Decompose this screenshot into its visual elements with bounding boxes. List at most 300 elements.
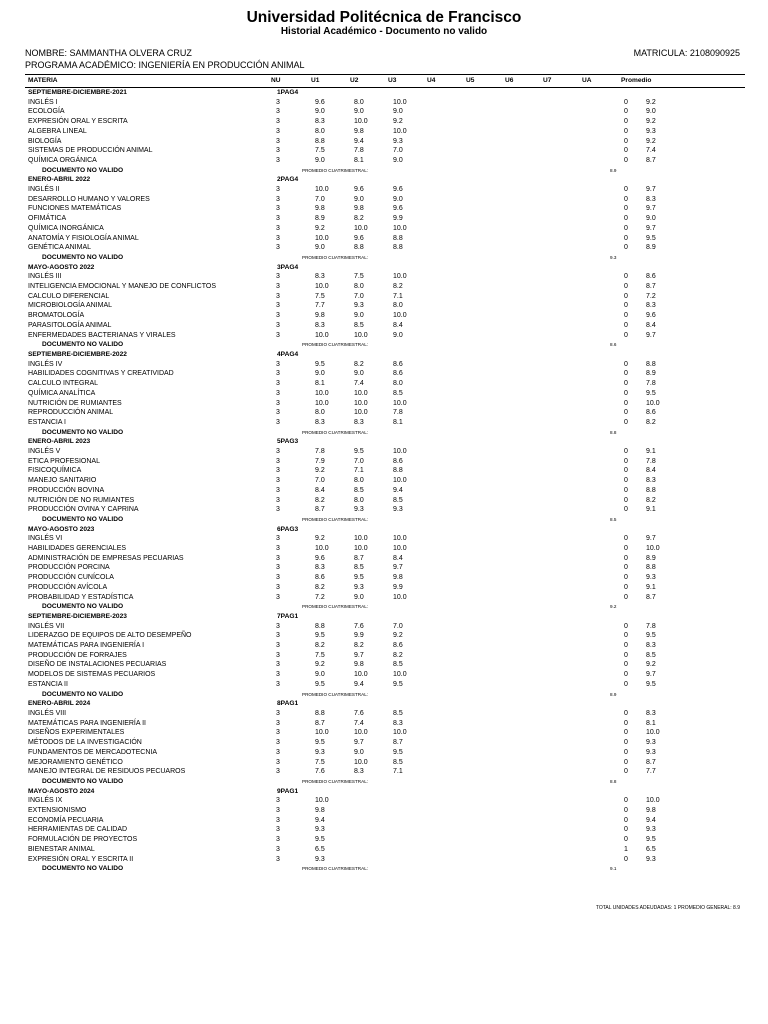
grade-u3: 9.5	[393, 680, 403, 688]
unidades-adeudadas: 0	[624, 302, 628, 310]
documento-no-valido-label: DOCUMENTO NO VALIDO	[42, 865, 124, 873]
grade-u3: 8.2	[393, 651, 403, 659]
subject-promedio: 9.0	[646, 108, 656, 116]
unidades-adeudadas: 0	[624, 360, 628, 368]
page-title: Universidad Politécnica de Francisco	[246, 9, 522, 26]
grade-u3: 8.8	[393, 234, 403, 242]
grade-u1: 6.5	[315, 845, 325, 853]
subject-nu: 3	[276, 739, 280, 747]
grade-u2: 8.5	[354, 321, 364, 329]
subject-nu: 3	[276, 719, 280, 727]
subject-nu: 3	[276, 118, 280, 126]
subject-name: FORMULACIÓN DE PROYECTOS	[28, 836, 138, 844]
subject-row	[25, 845, 745, 855]
term-name: SEPTIEMBRE-DICIEMBRE-2021	[28, 89, 127, 96]
subject-promedio: 8.9	[646, 370, 656, 378]
grade-u1: 9.2	[315, 661, 325, 669]
grade-u1: 9.0	[315, 671, 325, 679]
unidades-adeudadas: 0	[624, 283, 628, 291]
subject-row	[25, 311, 745, 321]
subject-nu: 3	[276, 292, 280, 300]
grade-u1: 10.0	[315, 186, 329, 194]
subject-promedio: 7.4	[646, 147, 656, 155]
subject-row	[25, 593, 745, 603]
subject-nu: 3	[276, 186, 280, 194]
student-matricula: MATRICULA: 2108090925	[633, 48, 740, 58]
term-name: MAYO-AGOSTO 2024	[28, 787, 95, 795]
unidades-adeudadas: 0	[624, 215, 628, 223]
unidades-adeudadas: 0	[624, 224, 628, 232]
grade-u2: 9.6	[354, 234, 364, 242]
subject-nu: 3	[276, 370, 280, 378]
subject-name: MATEMÁTICAS PARA INGENIERÍA II	[28, 719, 146, 727]
grade-u1: 8.8	[315, 622, 325, 630]
grade-u1: 8.2	[315, 583, 325, 591]
subject-row	[25, 486, 745, 496]
unidades-adeudadas: 0	[624, 729, 628, 737]
grade-u3: 10.0	[393, 448, 407, 456]
col-u3: U3	[388, 77, 397, 84]
col-nu: NU	[271, 77, 281, 84]
grade-u3: 10.0	[393, 273, 407, 281]
grade-u2: 9.9	[354, 632, 364, 640]
subject-promedio: 8.2	[646, 418, 656, 426]
subject-nu: 3	[276, 845, 280, 853]
subject-row	[25, 583, 745, 593]
grade-u1: 10.0	[315, 234, 329, 242]
grade-u1: 7.9	[315, 457, 325, 465]
term-header	[25, 350, 745, 360]
subject-name: FISICOQUÍMICA	[28, 467, 82, 475]
grade-u2: 9.3	[354, 506, 364, 514]
unidades-adeudadas: 0	[624, 486, 628, 494]
subject-nu: 3	[276, 661, 280, 669]
subject-row	[25, 389, 745, 399]
grade-u1: 8.3	[315, 273, 325, 281]
subject-nu: 3	[276, 554, 280, 562]
subject-promedio: 8.4	[646, 321, 656, 329]
subject-row	[25, 224, 745, 234]
unidades-adeudadas: 0	[624, 389, 628, 397]
subject-promedio: 10.0	[646, 545, 660, 553]
subject-nu: 3	[276, 302, 280, 310]
subject-name: ESTANCIA II	[28, 680, 68, 688]
subject-promedio: 8.3	[646, 195, 656, 203]
subject-nu: 3	[276, 156, 280, 164]
subject-name: PROBABILIDAD Y ESTADÍSTICA	[28, 593, 134, 601]
subject-name: REPRODUCCIÓN ANIMAL	[28, 409, 114, 417]
subject-promedio: 8.5	[646, 651, 656, 659]
subject-name: LIDERAZGO DE EQUIPOS DE ALTO DESEMPEÑO	[28, 632, 192, 640]
grade-u2: 7.6	[354, 710, 364, 717]
subject-row	[25, 660, 745, 670]
subject-row	[25, 835, 745, 845]
subject-promedio: 8.3	[646, 302, 656, 310]
grade-u2: 8.5	[354, 564, 364, 572]
unidades-adeudadas: 0	[624, 816, 628, 824]
grade-u1: 9.0	[315, 156, 325, 164]
subject-row	[25, 709, 745, 719]
grade-u3: 9.7	[393, 564, 403, 572]
promedio-cuatrimestral-label: PROMEDIO CUATRIMESTRAL:	[302, 254, 369, 260]
grade-u1: 8.4	[315, 486, 325, 494]
subject-nu: 3	[276, 331, 280, 339]
term-cuatrimestre: 5PAG3	[277, 438, 299, 446]
subject-promedio: 8.6	[646, 273, 656, 281]
grade-u3: 8.4	[393, 321, 403, 329]
term-name: SEPTIEMBRE-DICIEMBRE-2023	[28, 612, 127, 620]
subject-nu: 3	[276, 418, 280, 426]
subject-name: FUNDAMENTOS DE MERCADOTECNIA	[28, 748, 157, 756]
unidades-adeudadas: 0	[624, 807, 628, 815]
grade-u3: 10.0	[393, 224, 407, 232]
term-footer	[25, 602, 745, 612]
grade-u2: 8.8	[354, 244, 364, 252]
grade-u2: 9.8	[354, 661, 364, 669]
subject-promedio: 9.4	[646, 816, 656, 824]
term-footer	[25, 428, 745, 438]
subject-name: QUÍMICA ORGÁNICA	[28, 156, 97, 164]
unidades-adeudadas: 0	[624, 380, 628, 388]
grade-u2: 9.0	[354, 108, 364, 116]
grade-u2: 7.4	[354, 380, 364, 388]
grade-u2: 9.7	[354, 739, 364, 747]
subject-name: ECONOMÍA PECUARIA	[28, 816, 104, 824]
grade-u3: 7.0	[393, 147, 403, 155]
unidades-adeudadas: 0	[624, 632, 628, 640]
subject-promedio: 9.2	[646, 137, 656, 145]
subject-nu: 3	[276, 729, 280, 737]
subject-row	[25, 292, 745, 302]
grade-u1: 9.2	[315, 535, 325, 543]
subject-name: GENÉTICA ANIMAL	[28, 244, 92, 252]
subject-name: MANEJO SANITARIO	[28, 477, 97, 485]
unidades-adeudadas: 0	[624, 671, 628, 679]
subject-row	[25, 825, 745, 835]
grade-u3: 8.0	[393, 380, 403, 388]
grade-u1: 9.6	[315, 554, 325, 562]
term-name: ENERO-ABRIL 2023	[28, 438, 91, 446]
unidades-adeudadas: 0	[624, 399, 628, 407]
subject-nu: 3	[276, 409, 280, 417]
grade-u1: 9.5	[315, 680, 325, 688]
subject-name: MICROBIOLOGÍA ANIMAL	[28, 302, 113, 310]
grade-u1: 9.5	[315, 739, 325, 747]
subject-name: PARASITOLOGÍA ANIMAL	[28, 321, 112, 329]
grade-u3: 10.0	[393, 98, 407, 106]
grade-u1: 8.3	[315, 418, 325, 426]
grade-u2: 7.8	[354, 147, 364, 155]
unidades-adeudadas: 0	[624, 554, 628, 562]
grade-u2: 9.0	[354, 748, 364, 756]
promedio-cuatrimestral-value: 8.6	[610, 342, 617, 348]
grade-u1: 9.8	[315, 312, 325, 320]
subject-nu: 3	[276, 710, 280, 717]
grade-u1: 9.5	[315, 632, 325, 640]
term-header	[25, 525, 745, 535]
subject-nu: 3	[276, 399, 280, 407]
unidades-adeudadas: 0	[624, 127, 628, 135]
promedio-cuatrimestral-value: 8.8	[610, 429, 617, 435]
subject-row	[25, 369, 745, 379]
transcript-body	[25, 88, 745, 874]
term-header	[25, 263, 745, 273]
col-u5: U5	[466, 77, 475, 84]
subject-row	[25, 214, 745, 224]
subject-promedio: 9.7	[646, 186, 656, 194]
unidades-adeudadas: 0	[624, 477, 628, 485]
grade-u2: 10.0	[354, 224, 368, 232]
unidades-adeudadas: 0	[624, 710, 628, 717]
grade-u3: 9.9	[393, 215, 403, 223]
promedio-cuatrimestral-value: 9.3	[610, 254, 617, 260]
grade-u2: 9.7	[354, 651, 364, 659]
subject-nu: 3	[276, 496, 280, 504]
grade-u1: 10.0	[315, 399, 329, 407]
unidades-adeudadas: 0	[624, 651, 628, 659]
grade-u3: 8.5	[393, 389, 403, 397]
subject-promedio: 9.7	[646, 224, 656, 232]
term-name: MAYO-AGOSTO 2022	[28, 263, 95, 271]
grade-u2: 9.4	[354, 137, 364, 145]
grade-u3: 7.0	[393, 622, 403, 630]
subject-nu: 3	[276, 215, 280, 223]
promedio-cuatrimestral-value: 9.1	[610, 866, 617, 872]
col-u4: U4	[427, 77, 436, 84]
subject-row	[25, 534, 745, 544]
term-header	[25, 699, 745, 709]
grade-u3: 8.8	[393, 467, 403, 475]
grade-u1: 9.4	[315, 816, 325, 824]
subject-row	[25, 767, 745, 777]
subject-row	[25, 641, 745, 651]
unidades-adeudadas: 0	[624, 312, 628, 320]
term-name: ENERO-ABRIL 2022	[28, 176, 91, 184]
subject-nu: 3	[276, 836, 280, 844]
unidades-adeudadas: 0	[624, 797, 628, 805]
subject-row	[25, 117, 745, 127]
grade-u3: 10.0	[393, 127, 407, 135]
grade-u3: 8.2	[393, 283, 403, 291]
unidades-adeudadas: 0	[624, 108, 628, 116]
subject-promedio: 9.2	[646, 661, 656, 669]
subject-name: PRODUCCIÓN PORCINA	[28, 564, 110, 572]
subject-nu: 3	[276, 545, 280, 553]
subject-nu: 3	[276, 360, 280, 368]
unidades-adeudadas: 0	[624, 137, 628, 145]
subject-row	[25, 631, 745, 641]
grade-u1: 7.6	[315, 768, 325, 776]
term-name: ENERO-ABRIL 2024	[28, 700, 91, 708]
subject-nu: 3	[276, 137, 280, 145]
grade-u1: 9.5	[315, 360, 325, 368]
grade-u1: 9.8	[315, 205, 325, 213]
grade-u2: 8.7	[354, 554, 364, 562]
subject-name: BIOLOGÍA	[28, 137, 62, 145]
term-footer	[25, 253, 745, 263]
unidades-adeudadas: 0	[624, 719, 628, 727]
subject-nu: 3	[276, 457, 280, 465]
unidades-adeudadas: 0	[624, 156, 628, 164]
grade-u1: 9.2	[315, 467, 325, 475]
unidades-adeudadas: 0	[624, 535, 628, 543]
term-cuatrimestre: 1PAG4	[277, 89, 299, 96]
column-header	[25, 77, 745, 87]
subject-nu: 3	[276, 593, 280, 601]
subject-promedio: 10.0	[646, 399, 660, 407]
grade-u3: 10.0	[393, 535, 407, 543]
subject-name: ETICA PROFESIONAL	[28, 457, 100, 465]
subject-name: MÉTODOS DE LA INVESTIGACIÓN	[28, 739, 142, 747]
subject-promedio: 8.7	[646, 593, 656, 601]
subject-name: DISEÑO DE INSTALACIONES PECUARIAS	[28, 661, 167, 669]
subject-nu: 3	[276, 622, 280, 630]
grade-u3: 8.4	[393, 554, 403, 562]
subject-name: ESTANCIA I	[28, 418, 66, 426]
subject-name: PRODUCCIÓN BOVINA	[28, 486, 105, 494]
subject-promedio: 7.8	[646, 622, 656, 630]
grade-u1: 7.0	[315, 477, 325, 485]
subject-promedio: 8.8	[646, 564, 656, 572]
grade-u3: 9.4	[393, 486, 403, 494]
subject-row	[25, 418, 745, 428]
subject-row	[25, 156, 745, 166]
subject-promedio: 9.0	[646, 215, 656, 223]
grade-u2: 9.0	[354, 593, 364, 601]
grade-u3: 9.6	[393, 205, 403, 213]
unidades-adeudadas: 0	[624, 244, 628, 252]
grade-u2: 7.0	[354, 292, 364, 300]
subject-nu: 3	[276, 826, 280, 834]
grade-u1: 9.0	[315, 244, 325, 252]
grade-u2: 9.4	[354, 680, 364, 688]
grade-u1: 8.7	[315, 719, 325, 727]
grade-u3: 8.6	[393, 370, 403, 378]
subject-name: PRODUCCIÓN DE FORRAJES	[28, 651, 127, 659]
subject-name: HABILIDADES COGNITIVAS Y CREATIVIDAD	[28, 370, 174, 378]
subject-row	[25, 447, 745, 457]
subject-row	[25, 544, 745, 554]
promedio-cuatrimestral-label: PROMEDIO CUATRIMESTRAL:	[302, 866, 369, 872]
grade-u2: 8.3	[354, 768, 364, 776]
grade-u3: 8.5	[393, 758, 403, 766]
term-footer	[25, 777, 745, 787]
subject-promedio: 8.9	[646, 554, 656, 562]
grade-u3: 9.6	[393, 186, 403, 194]
subject-row	[25, 137, 745, 147]
subject-row	[25, 195, 745, 205]
subject-name: INGLÉS VIII	[28, 710, 67, 717]
unidades-adeudadas: 0	[624, 574, 628, 582]
term-cuatrimestre: 8PAG1	[277, 700, 299, 708]
subject-nu: 3	[276, 768, 280, 776]
grade-u1: 10.0	[315, 729, 329, 737]
unidades-adeudadas: 0	[624, 234, 628, 242]
subject-nu: 3	[276, 224, 280, 232]
subject-name: INGLÉS III	[28, 273, 62, 281]
grade-u2: 7.5	[354, 273, 364, 281]
subject-name: MEJORAMIENTO GENÉTICO	[28, 758, 123, 766]
subject-row	[25, 719, 745, 729]
grade-u3: 10.0	[393, 399, 407, 407]
grade-u1: 8.8	[315, 137, 325, 145]
subject-promedio: 9.3	[646, 739, 656, 747]
subject-promedio: 9.5	[646, 632, 656, 640]
grade-u2: 8.0	[354, 283, 364, 291]
subject-name: PRODUCCIÓN OVINA Y CAPRINA	[28, 506, 139, 514]
subject-row	[25, 466, 745, 476]
subject-promedio: 8.7	[646, 758, 656, 766]
subject-row	[25, 282, 745, 292]
subject-name: ECOLOGÍA	[28, 108, 65, 116]
grade-u3: 9.2	[393, 118, 403, 126]
subject-row	[25, 301, 745, 311]
subject-row	[25, 185, 745, 195]
term-header	[25, 787, 745, 797]
grade-u1: 8.1	[315, 380, 325, 388]
grade-u2: 9.6	[354, 186, 364, 194]
promedio-cuatrimestral-label: PROMEDIO CUATRIMESTRAL:	[302, 516, 369, 522]
subject-row	[25, 331, 745, 341]
subject-name: DISEÑOS EXPERIMENTALES	[28, 729, 125, 737]
subject-promedio: 9.8	[646, 807, 656, 815]
subject-name: FUNCIONES MATEMÁTICAS	[28, 205, 122, 213]
subject-nu: 3	[276, 564, 280, 572]
unidades-adeudadas: 0	[624, 98, 628, 106]
subject-row	[25, 360, 745, 370]
subject-promedio: 9.5	[646, 234, 656, 242]
subject-promedio: 8.7	[646, 156, 656, 164]
subject-row	[25, 476, 745, 486]
unidades-adeudadas: 0	[624, 418, 628, 426]
unidades-adeudadas: 0	[624, 331, 628, 339]
subject-nu: 3	[276, 205, 280, 213]
subject-name: INGLÉS VI	[28, 535, 63, 543]
subject-name: ALGEBRA LINEAL	[28, 127, 87, 135]
subject-promedio: 9.3	[646, 748, 656, 756]
col-u7: U7	[543, 77, 552, 84]
subject-nu: 3	[276, 244, 280, 252]
subject-promedio: 8.8	[646, 360, 656, 368]
subject-name: INGLÉS II	[28, 186, 60, 194]
subject-promedio: 9.7	[646, 205, 656, 213]
subject-name: PRODUCCIÓN AVÍCOLA	[28, 583, 108, 591]
unidades-adeudadas: 0	[624, 186, 628, 194]
term-header	[25, 437, 745, 447]
grade-u1: 8.3	[315, 118, 325, 126]
subject-nu: 3	[276, 506, 280, 514]
subject-name: CALCULO INTEGRAL	[28, 380, 99, 388]
term-cuatrimestre: 4PAG4	[277, 350, 299, 358]
grade-u3: 9.0	[393, 195, 403, 203]
grade-u1: 8.8	[315, 710, 325, 717]
grade-u3: 10.0	[393, 477, 407, 485]
subject-row	[25, 98, 745, 108]
unidades-adeudadas: 0	[624, 545, 628, 553]
subject-promedio: 9.3	[646, 574, 656, 582]
promedio-cuatrimestral-label: PROMEDIO CUATRIMESTRAL:	[302, 167, 369, 173]
unidades-adeudadas: 0	[624, 564, 628, 572]
subject-promedio: 7.2	[646, 292, 656, 300]
subject-row	[25, 408, 745, 418]
grade-u1: 8.0	[315, 127, 325, 135]
subject-row	[25, 738, 745, 748]
subject-nu: 3	[276, 671, 280, 679]
grade-u3: 9.3	[393, 506, 403, 514]
subject-promedio: 9.3	[646, 826, 656, 834]
subject-nu: 3	[276, 312, 280, 320]
subject-promedio: 8.2	[646, 496, 656, 504]
